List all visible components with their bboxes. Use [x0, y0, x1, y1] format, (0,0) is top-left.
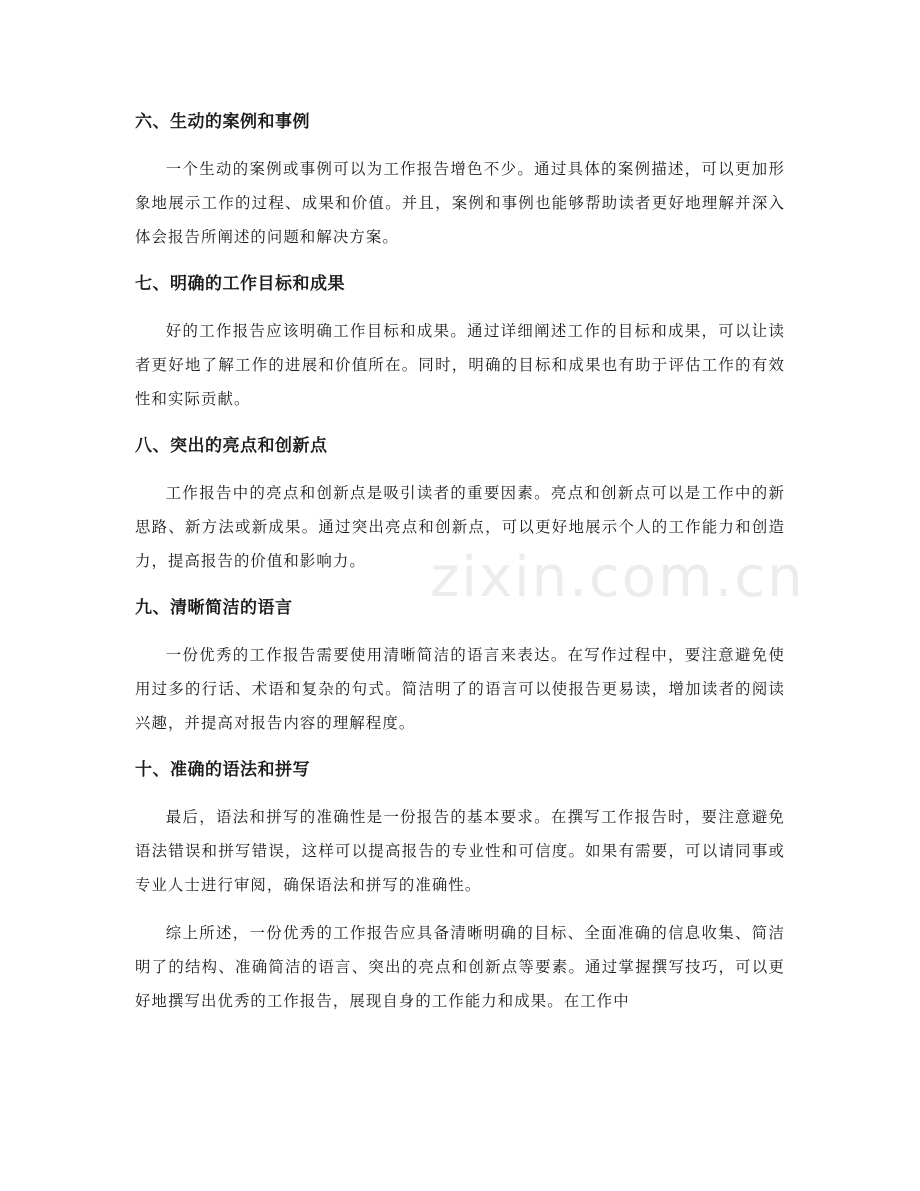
- section-paragraph: 工作报告中的亮点和创新点是吸引读者的重要因素。亮点和创新点可以是工作中的新思路、新方法或新成果。通过突出亮点和创新点，可以更好地展示个人的工作能力和创造力，提高报告的价值和影响力。: [135, 484, 785, 570]
- section-heading: 八、突出的亮点和创新点: [135, 436, 328, 456]
- section-heading: 十、准确的语法和拼写: [135, 760, 310, 780]
- section-6: [135, 106, 785, 254]
- section-paragraph: 一份优秀的工作报告需要使用清晰简洁的语言来表达。在写作过程中，要注意避免使用过多的行话、术语和复杂的句式。简洁明了的语言可以使报告更易读，增加读者的阅读兴趣，并提高对报告内容的理解程度。: [135, 646, 785, 732]
- section-paragraph: 最后，语法和拼写的准确性是一份报告的基本要求。在撰写工作报告时，要注意避免语法错误和拼写错误，这样可以提高报告的专业性和可信度。如果有需要，可以请同事或专业人士进行审阅，确保语法和拼写的准确性。: [135, 808, 785, 894]
- section-heading: 六、生动的案例和事例: [135, 112, 310, 132]
- section-paragraph: 好的工作报告应该明确工作目标和成果。通过详细阐述工作的目标和成果，可以让读者更好地了解工作的进展和价值所在。同时，明确的目标和成果也有助于评估工作的有效性和实际贡献。: [135, 322, 785, 408]
- section-8: [135, 430, 785, 578]
- section-heading: 九、清晰简洁的语言: [135, 598, 293, 618]
- section-paragraph: 一个生动的案例或事例可以为工作报告增色不少。通过具体的案例描述，可以更加形象地展示工作的过程、成果和价值。并且，案例和事例也能够帮助读者更好地理解并深入体会报告所阐述的问题和解决方案。: [135, 160, 785, 246]
- watermark: zixin.com.cn: [430, 545, 805, 610]
- section-7: [135, 268, 785, 416]
- conclusion-paragraph: 综上所述，一份优秀的工作报告应具备清晰明确的目标、全面准确的信息收集、简洁明了的结构、准确简洁的语言、突出的亮点和创新点等要素。通过掌握撰写技巧，可以更好地撰写出优秀的工作报告，展现自身的工作能力和成果。在工作中: [135, 924, 785, 1010]
- section-heading: 七、明确的工作目标和成果: [135, 274, 345, 294]
- document-body: [135, 106, 785, 1032]
- section-9: [135, 592, 785, 740]
- section-10: [135, 754, 785, 902]
